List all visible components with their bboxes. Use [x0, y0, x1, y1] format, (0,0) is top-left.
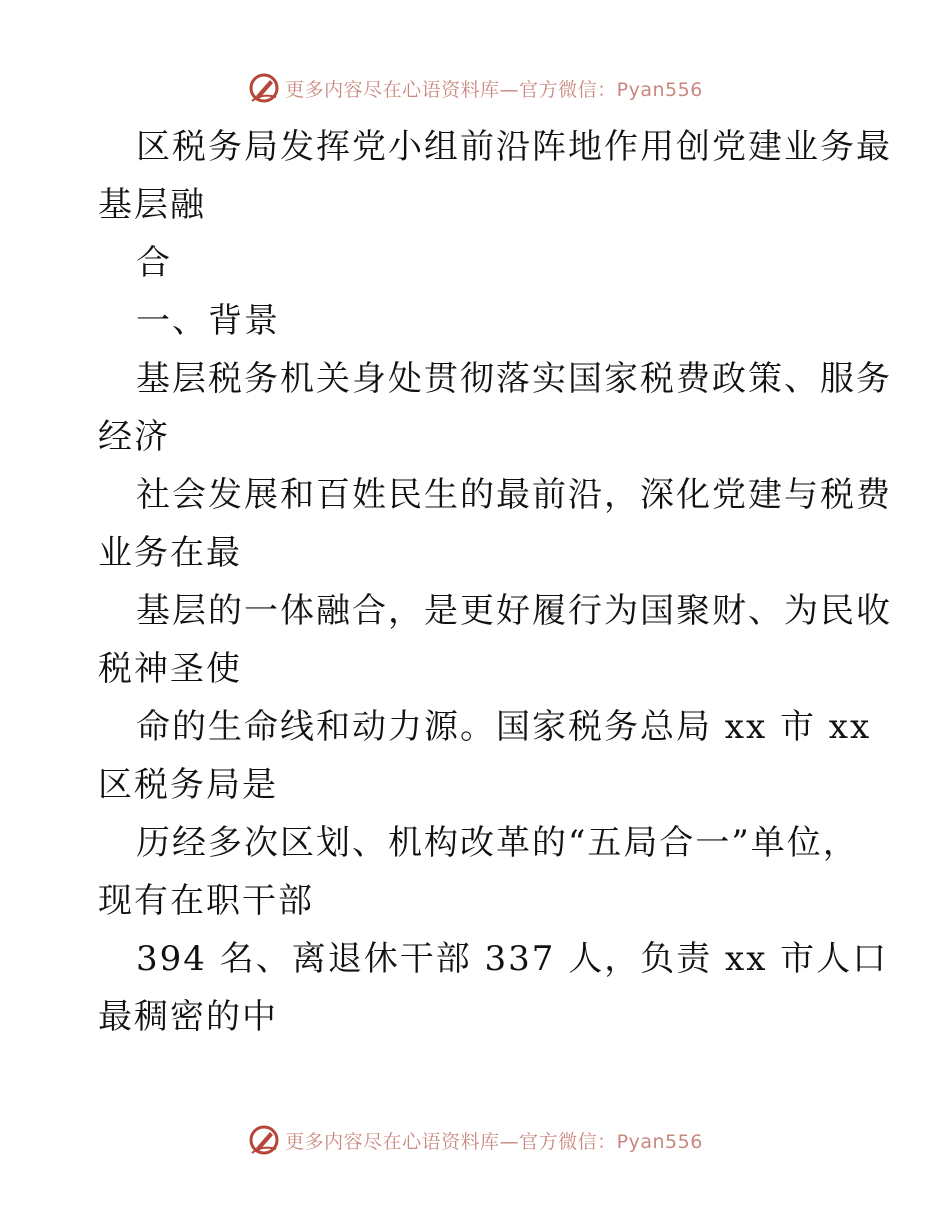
document-line: 业务在最	[98, 533, 242, 573]
document-line: 经济	[98, 417, 170, 457]
document-line: 一、背景	[136, 301, 280, 341]
document-line: 合	[136, 243, 172, 283]
document-line: 394 名、离退休干部 337 人，负责 xx 市人口	[136, 939, 889, 979]
document-line: 历经多次区划、机构改革的“五局合一”单位，	[136, 823, 859, 863]
document-line: 社会发展和百姓民生的最前沿，深化党建与税费	[136, 475, 892, 515]
footer-watermark-text: 更多内容尽在心语资料库—官方微信：Pyan556	[285, 1130, 703, 1153]
document-line: 税神圣使	[98, 649, 242, 689]
document-line: 现有在职干部	[98, 881, 314, 921]
header-watermark-banner	[0, 68, 950, 108]
document-line: 区税务局发挥党小组前沿阵地作用创党建业务最	[136, 127, 892, 167]
document-line: 最稠密的中	[98, 997, 278, 1037]
document-line: 基层融	[98, 185, 206, 225]
pen-logo-icon	[247, 1123, 281, 1157]
footer-watermark-banner	[0, 1120, 950, 1160]
document-line: 基层税务机关身处贯彻落实国家税费政策、服务	[136, 359, 892, 399]
pen-logo-icon	[247, 71, 281, 105]
document-line: 基层的一体融合，是更好履行为国聚财、为民收	[136, 591, 892, 631]
document-line: 命的生命线和动力源。国家税务总局 xx 市 xx	[136, 707, 872, 747]
document-body	[98, 118, 892, 1046]
header-watermark-text: 更多内容尽在心语资料库—官方微信：Pyan556	[285, 78, 703, 101]
document-line: 区税务局是	[98, 765, 278, 805]
